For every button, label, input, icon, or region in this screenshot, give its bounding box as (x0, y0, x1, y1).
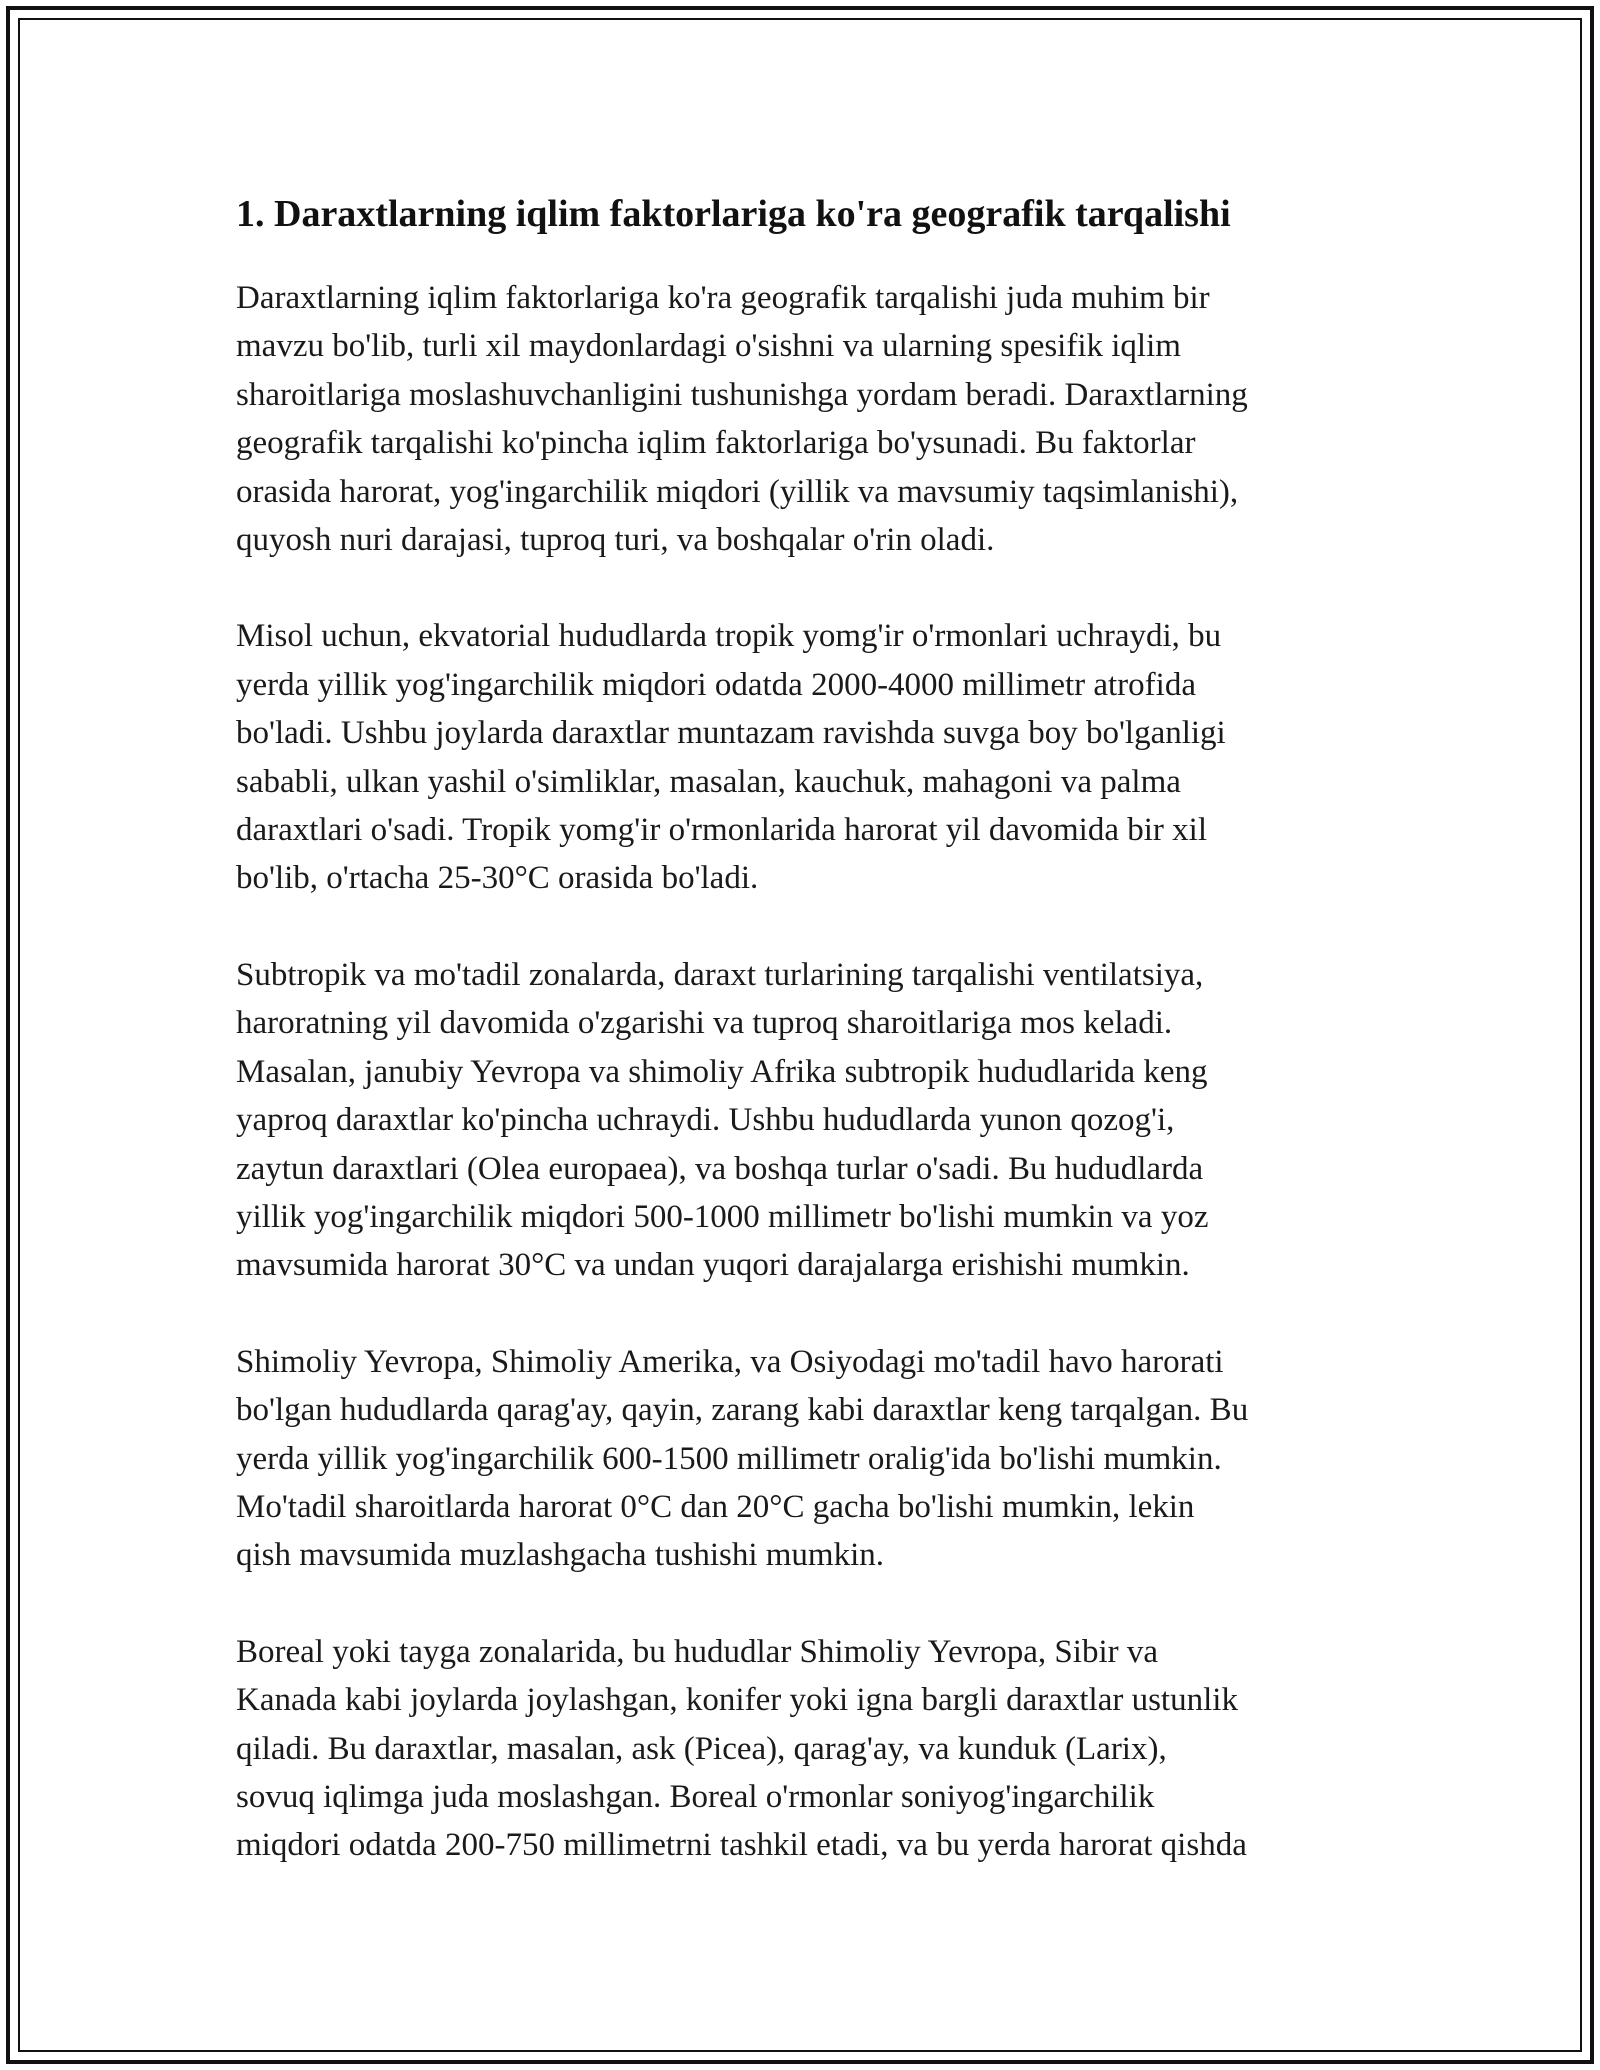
text-line: Mo'tadil sharoitlarda harorat 0°C dan 20°C gacha bo'lishi mumkin, lekin (236, 1488, 1195, 1525)
paragraph-intro (236, 274, 1366, 564)
text-line: daraxtlari o'sadi. Tropik yomg'ir o'rmonlarida harorat yil davomida bir xil (236, 812, 1207, 849)
text-line: yaproq daraxtlar ko'pincha uchraydi. Ushbu hududlarda yunon qozog'i, (236, 1102, 1175, 1139)
paragraph-tropical (236, 612, 1366, 902)
text-line: bo'ladi. Ushbu joylarda daraxtlar muntazam ravishda suvga boy bo'lganligi (236, 715, 1226, 752)
text-line: yillik yog'ingarchilik miqdori 500-1000 millimetr bo'lishi mumkin va yoz (236, 1198, 1209, 1235)
text-line: Subtropik va mo'tadil zonalarda, daraxt turlarining tarqalishi ventilatsiya, (236, 956, 1204, 993)
text-line: yerda yillik yog'ingarchilik 600-1500 millimetr oralig'ida bo'lishi mumkin. (236, 1440, 1222, 1477)
text-line: qish mavsumida muzlashgacha tushishi mumkin. (236, 1537, 885, 1574)
text-line: sovuq iqlimga juda moslashgan. Boreal o'rmonlar soniyog'ingarchilik (236, 1778, 1155, 1815)
document-body (236, 188, 1366, 1918)
text-line: Boreal yoki tayga zonalarida, bu hududlar Shimoliy Yevropa, Sibir va (236, 1633, 1159, 1670)
text-line: yerda yillik yog'ingarchilik miqdori odatda 2000-4000 millimetr atrofida (236, 666, 1196, 703)
text-line: Masalan, janubiy Yevropa va shimoliy Afrika subtropik hududlarida keng (236, 1053, 1208, 1090)
text-line: orasida harorat, yog'ingarchilik miqdori (yillik va mavsumiy taqsimlanishi), (236, 473, 1239, 510)
paragraph-subtropical (236, 951, 1366, 1290)
paragraph-temperate (236, 1338, 1366, 1580)
text-line: sababli, ulkan yashil o'simliklar, masalan, kauchuk, mahagoni va palma (236, 763, 1181, 800)
section-heading: 1. Daraxtlarning iqlim faktorlariga ko'ra geografik tarqalishi (236, 193, 1231, 235)
text-line: Shimoliy Yevropa, Shimoliy Amerika, va Osiyodagi mo'tadil havo harorati (236, 1343, 1224, 1380)
text-line: Kanada kabi joylarda joylashgan, konifer yoki igna bargli daraxtlar ustunlik (236, 1682, 1238, 1719)
text-line: bo'lgan hududlarda qarag'ay, qayin, zarang kabi daraxtlar keng tarqalgan. Bu (236, 1392, 1249, 1429)
text-line: miqdori odatda 200-750 millimetrni tashkil etadi, va bu yerda harorat qishda (236, 1827, 1247, 1864)
text-line: mavsumida harorat 30°C va undan yuqori darajalarga erishishi mumkin. (236, 1247, 1190, 1284)
paragraph-boreal (236, 1628, 1366, 1870)
text-line: Misol uchun, ekvatorial hududlarda tropik yomg'ir o'rmonlari uchraydi, bu (236, 618, 1222, 655)
text-line: geografik tarqalishi ko'pincha iqlim faktorlariga bo'ysunadi. Bu faktorlar (236, 425, 1196, 462)
text-line: mavzu bo'lib, turli xil maydonlardagi o'sishni va ularning spesifik iqlim (236, 328, 1181, 365)
text-line: zaytun daraxtlari (Olea europaea), va boshqa turlar o'sadi. Bu hududlarda (236, 1150, 1204, 1187)
text-line: Daraxtlarning iqlim faktorlariga ko'ra geografik tarqalishi juda muhim bir (236, 280, 1210, 316)
text-line: sharoitlariga moslashuvchanligini tushunishga yordam beradi. Daraxtlarning (236, 376, 1248, 413)
text-line: bo'lib, o'rtacha 25-30°C orasida bo'ladi. (236, 860, 759, 897)
text-line: qiladi. Bu daraxtlar, masalan, ask (Picea), qarag'ay, va kunduk (Larix), (236, 1730, 1167, 1767)
text-line: haroratning yil davomida o'zgarishi va tuproq sharoitlariga mos keladi. (236, 1005, 1173, 1042)
text-line: quyosh nuri darajasi, tuproq turi, va boshqalar o'rin oladi. (236, 522, 995, 559)
